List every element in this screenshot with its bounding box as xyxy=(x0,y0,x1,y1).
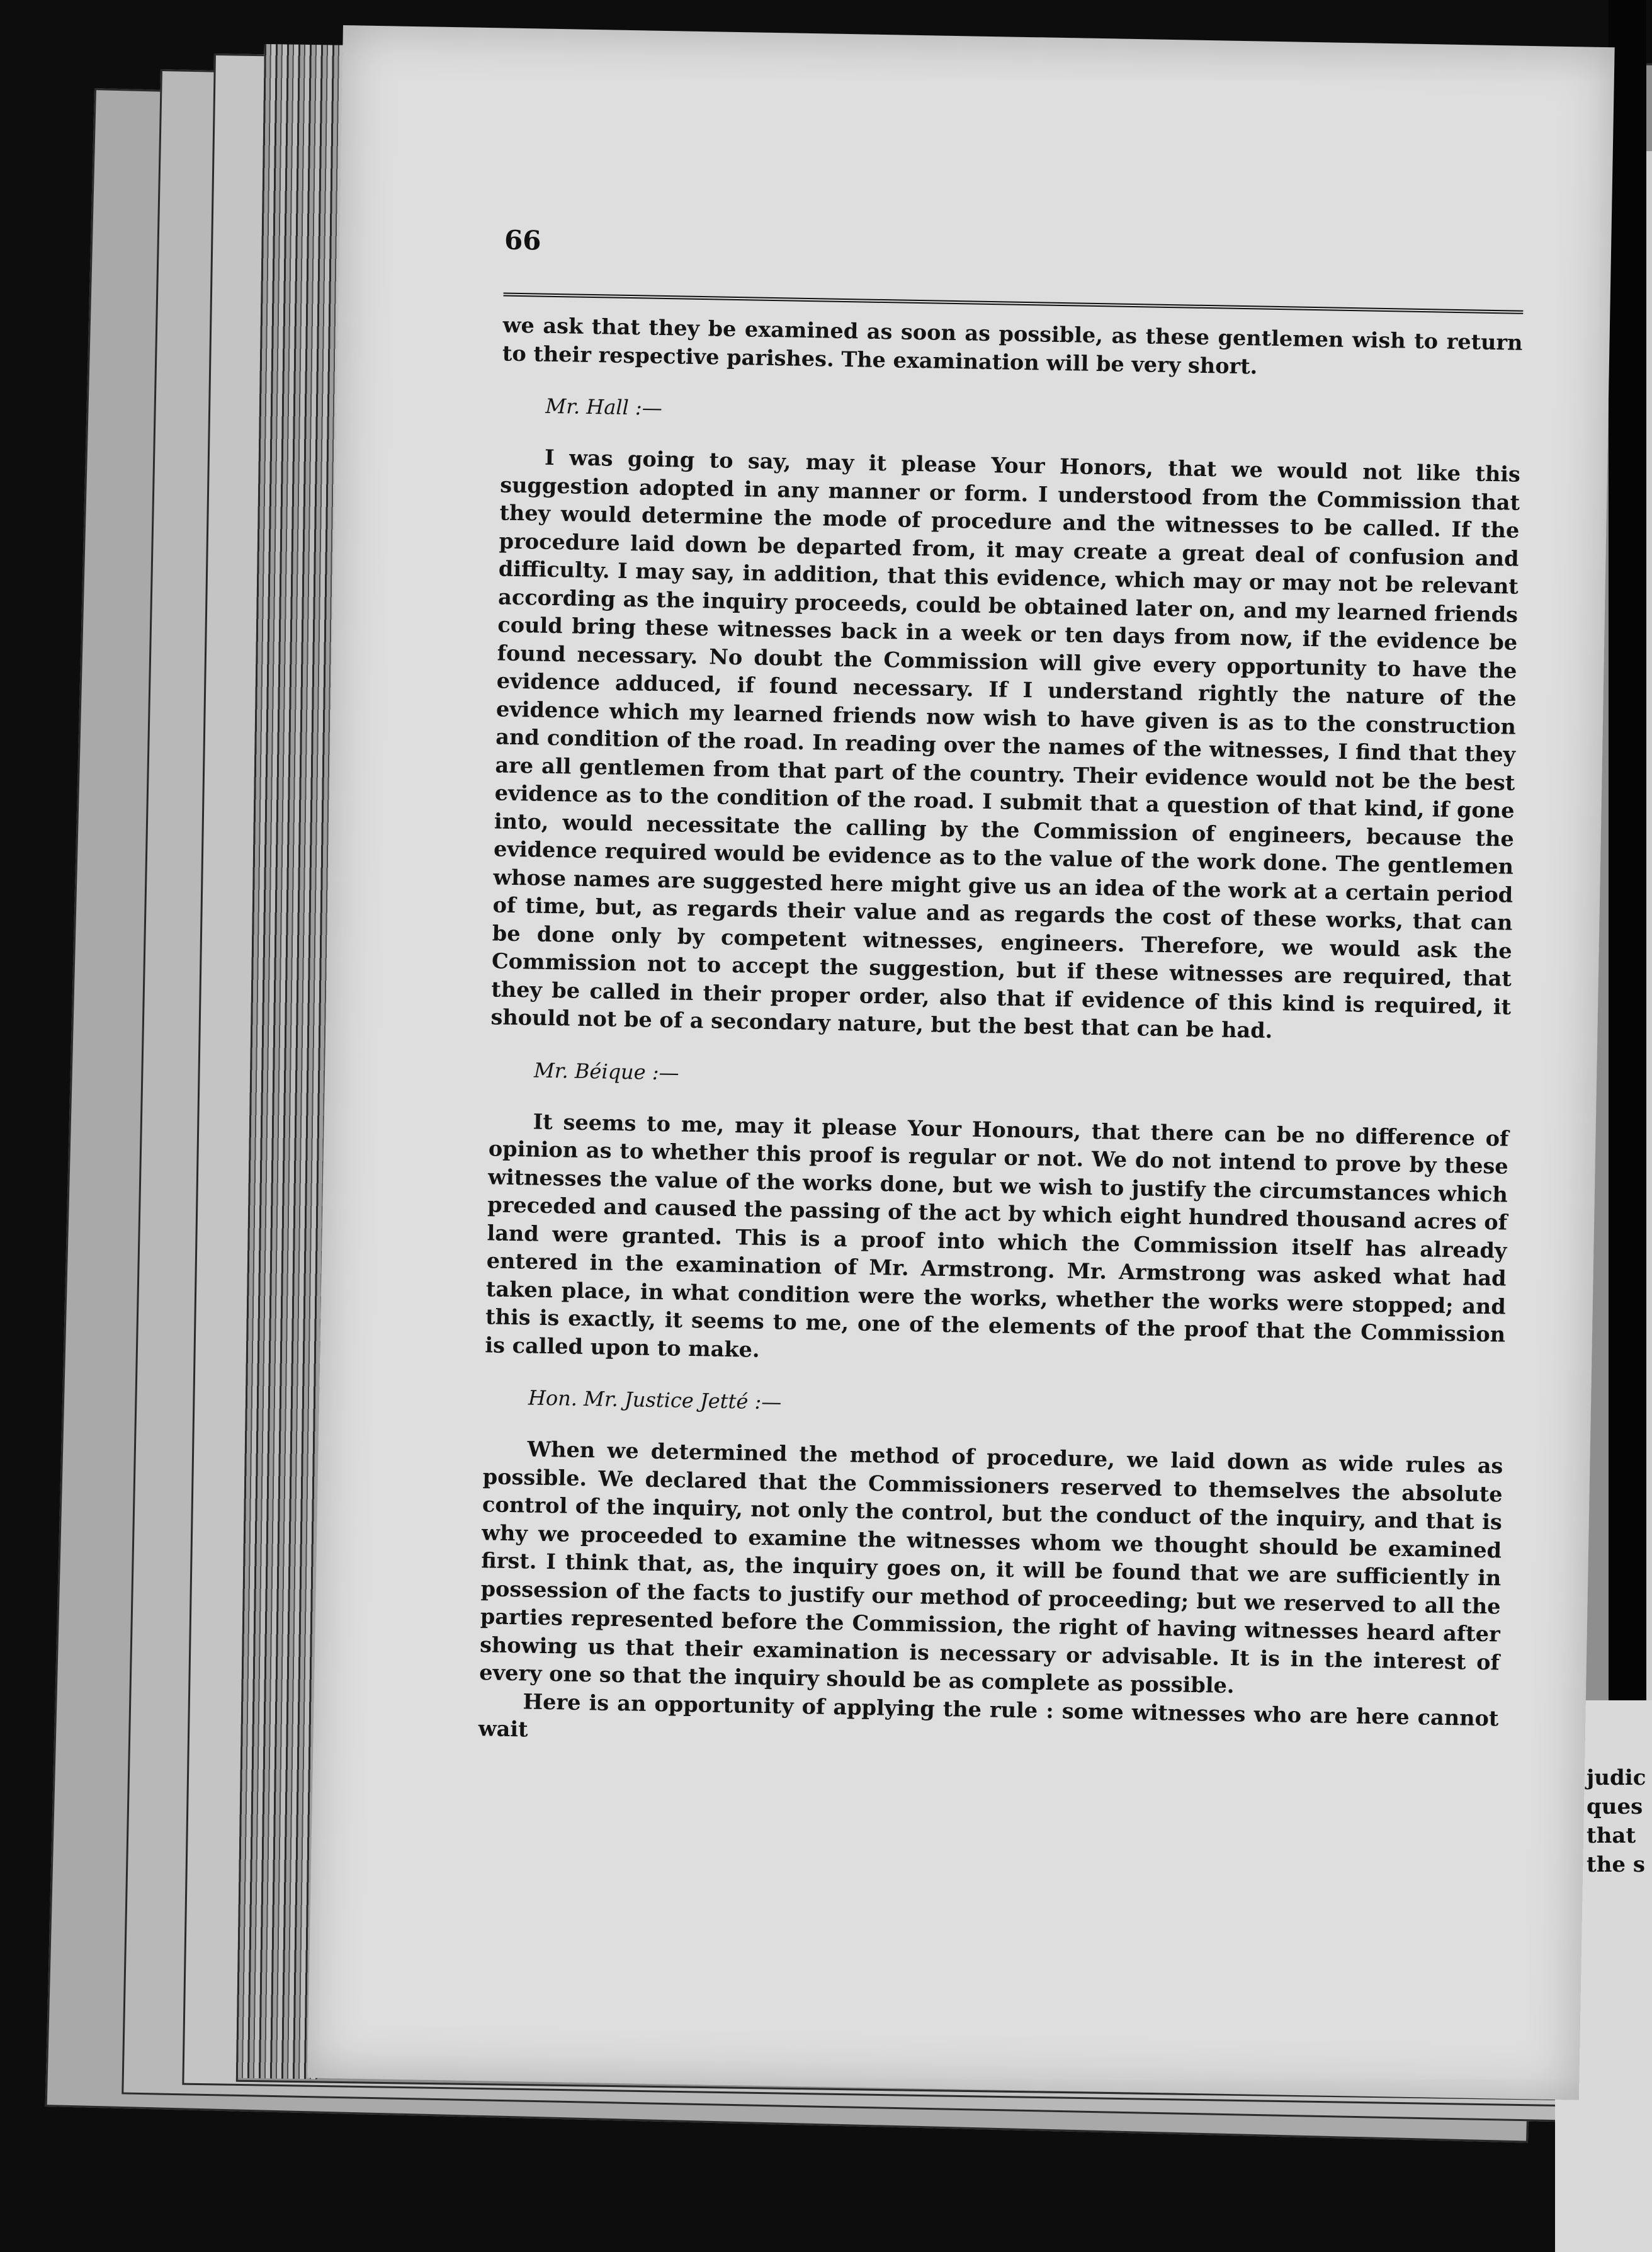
paragraph: When we determined the method of procedure, we laid down as wide rules as possible. We declared that the Commissioners reserved to themselves the absolute control of the inquiry, not only the control, but the conduct of the inquiry, and that is why we proceeded to examine the witnesses whom we thought should be examined first. I think that, as, the inquiry goes on, it will be found that we are sufficiently in possession of the facts to justify our method of proceeding; but we reserved to all the parties represented before the Commission, the right of having witnesses heard after showing us that their examination is necessary or advisable. It is in the interest of every one so that the inquiry should be as complete as possible. xyxy=(479,1436,1503,1698)
paragraph: I was going to say, may it please Your Honors, that we would not like this suggestion adopted in any manner or form. I understood from the Commission that they would determine the mode of procedure and the witnesses to be called. If the procedure laid down be departed from, it may create a great deal of confusion and difficulty. I may say, in addition, that this evidence, which may or may not be relevant according as the inquiry proceeds, could be obtained later on, and my learned friends could bring these witnesses back in a week or ten days from now, if the evidence be found necessary. No doubt the Commission will give every opportunity to have the evidence adduced, if found necessary. If I understand rightly the nature of the evidence which my learned friends now wish to have given is as to the construction and condition of the road. In reading over the names of the witnesses, I find that they are all gentlemen from that part of the country. Their evidence would not be the best evidence as to the condition of the road. I submit that a question of that kind, if gone into, would necessitate the calling by the Commission of engineers, because the evidence required would be evidence as to the value of the work done. The gentlemen whose names are suggested here might give us an idea of the work at a certain period of time, but, as regards their value and as regards the cost of these works, that can be done only by competent witnesses, engineers. Therefore, we would ask the Commission not to accept the suggestion, but if these witnesses are required, that they be called in their proper order, also that if evidence of this kind is required, it should not be of a secondary nature, but the best that can be had. xyxy=(490,445,1521,1044)
page-number: 66 xyxy=(504,224,541,256)
header-rule xyxy=(504,293,1524,314)
speaker-heading: Mr. Hall :— xyxy=(545,394,663,420)
paragraph: It seems to me, may it please Your Honours, that there can be no difference of opinion as to whether this proof is regular or not. We do not intend to prove by these witnesses the value of the works done, but we wish to justify the circumstances which preceded and caused the passing of the act by which eight hundred thousand acres of land were granted. This is a proof into which the Commission itself has already entered in the examination of Mr. Armstrong. Mr. Armstrong was asked what had taken place, in what condition were the works, whether the works were stopped; and this is exactly, it seems to me, one of the elements of the proof that the Commission is called upon to make. xyxy=(485,1109,1509,1362)
paragraph: Here is an opportunity of applying the rule : some witnesses who are here cannot wait xyxy=(478,1688,1499,1742)
facing-page-text: judic ques that the s xyxy=(1587,1765,1646,1877)
paragraph: we ask that they be examined as soon as possible, as these gentlemen wish to return to their respective parishes. The examination will be very short. xyxy=(502,312,1523,378)
speaker-heading: Hon. Mr. Justice Jetté :— xyxy=(528,1385,782,1414)
page-body xyxy=(478,312,1522,1761)
speaker-heading: Mr. Béique :— xyxy=(533,1058,679,1085)
document-page xyxy=(307,25,1615,2100)
